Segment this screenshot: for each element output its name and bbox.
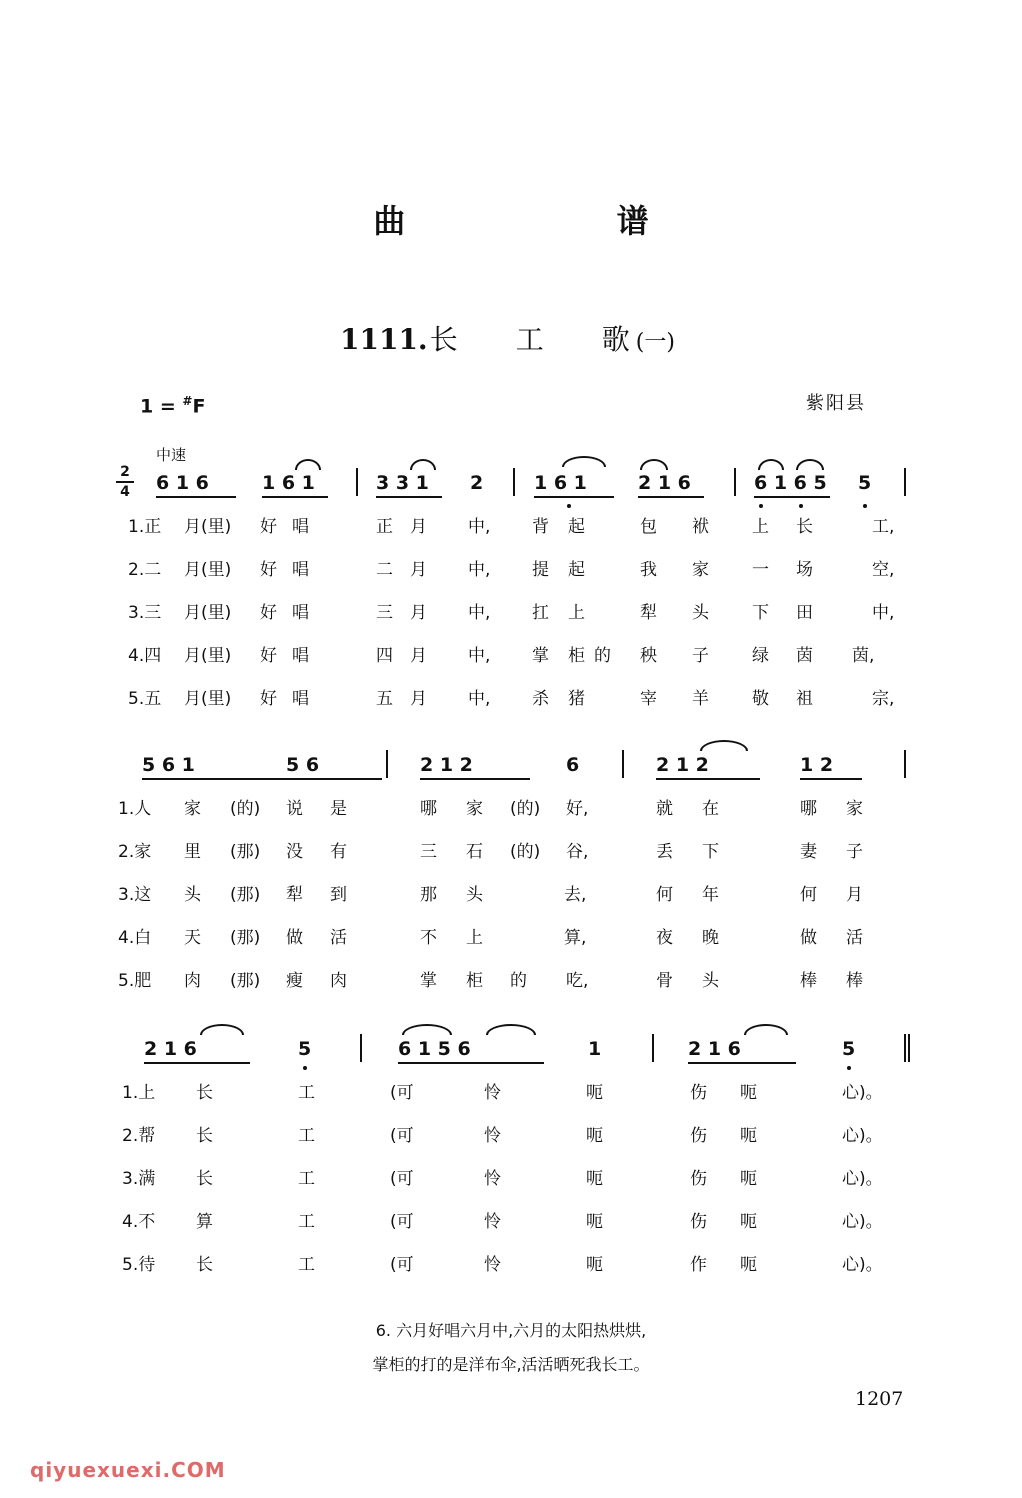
barline	[904, 468, 906, 496]
lyric-syllable: 呃	[740, 1255, 757, 1275]
page-number: 1207	[855, 1388, 904, 1410]
lyric-syllable: 2.家	[118, 842, 152, 862]
lyric-syllable: 背	[532, 517, 549, 537]
lyric-syllable: 石	[466, 842, 483, 862]
beam	[534, 496, 614, 498]
note-group: 2 1 6	[688, 1038, 741, 1060]
lyric-syllable: 到	[330, 885, 347, 905]
lyric-syllable: 包	[640, 517, 657, 537]
lyric-syllable: 3.这	[118, 885, 152, 905]
lyric-syllable: 袱	[692, 517, 709, 537]
low-octave-dot	[799, 504, 803, 508]
note-group: 2 1 6	[638, 472, 691, 494]
lyric-syllable: 好	[260, 560, 277, 580]
lyric-syllable: 好	[260, 517, 277, 537]
page-heading: 曲 谱	[373, 202, 749, 240]
lyric-syllable: 中,	[468, 560, 491, 580]
beam	[262, 496, 328, 498]
lyric-syllable: 掌	[532, 646, 549, 666]
lyric-syllable: (那)	[230, 885, 261, 905]
lyric-syllable: 呃	[740, 1083, 757, 1103]
lyric-syllable: 伤	[690, 1083, 707, 1103]
lyric-syllable: 中,	[872, 603, 895, 623]
slur	[700, 740, 748, 751]
lyric-syllable: (那)	[230, 971, 261, 991]
note-group: 5	[858, 472, 872, 494]
lyric-syllable: 算,	[564, 928, 587, 948]
lyric-syllable: 月	[410, 560, 427, 580]
lyric-syllable: 里	[184, 842, 201, 862]
lyric-syllable: 4.不	[122, 1212, 156, 1232]
lyric-syllable: 哪	[420, 799, 437, 819]
lyric-syllable: 去,	[564, 885, 587, 905]
lyric-syllable: 祖	[796, 689, 813, 709]
note-group: 5	[298, 1038, 312, 1060]
lyric-syllable: 子	[692, 646, 709, 666]
lyric-syllable: 下	[702, 842, 719, 862]
lyric-syllable: 中,	[468, 517, 491, 537]
lyric-syllable: 提	[532, 560, 549, 580]
lyric-syllable: 2.帮	[122, 1126, 156, 1146]
lyric-syllable: (的)	[510, 842, 541, 862]
slur	[295, 459, 321, 470]
lyric-syllable: 月	[846, 885, 863, 905]
lyric-syllable: 1.上	[122, 1083, 156, 1103]
lyric-syllable: 柜	[568, 646, 585, 666]
lyric-syllable: 月(里)	[184, 560, 232, 580]
lyric-syllable: 上	[752, 517, 769, 537]
lyric-syllable: 就	[656, 799, 673, 819]
lyric-syllable: 工,	[872, 517, 895, 537]
lyric-syllable: 中,	[468, 646, 491, 666]
barline	[734, 468, 736, 496]
lyric-syllable: 唱	[292, 689, 309, 709]
note-group: 6 1 6	[156, 472, 209, 494]
song-title	[340, 318, 675, 358]
lyric-syllable: 工	[298, 1169, 315, 1189]
tempo-label: 中速	[156, 446, 187, 464]
lyric-syllable: (可	[390, 1255, 414, 1275]
lyric-syllable: 下	[752, 603, 769, 623]
beam	[638, 496, 704, 498]
lyric-syllable: 怜	[484, 1169, 501, 1189]
lyric-syllable: 骨	[656, 971, 673, 991]
lyric-syllable: 月	[410, 517, 427, 537]
slur	[410, 459, 436, 470]
lyric-syllable: 晚	[702, 928, 719, 948]
lyric-syllable: 茵	[796, 646, 813, 666]
verse-6-line-2: 掌柜的打的是洋布伞,活活晒死我长工。	[372, 1355, 650, 1374]
lyric-syllable: 唱	[292, 603, 309, 623]
lyric-syllable: 茵,	[852, 646, 875, 666]
lyric-syllable: 三	[376, 603, 393, 623]
time-sig-bar	[116, 481, 134, 483]
lyric-syllable: 月	[410, 646, 427, 666]
note-group: 2 1 2	[656, 754, 709, 776]
lyric-syllable: (那)	[230, 928, 261, 948]
lyric-syllable: 子	[846, 842, 863, 862]
slur	[486, 1024, 536, 1035]
lyric-syllable: 好	[260, 646, 277, 666]
lyric-syllable: 没	[286, 842, 303, 862]
lyric-syllable: 1.正	[128, 517, 162, 537]
lyric-syllable: 心)。	[842, 1255, 883, 1275]
lyric-syllable: 心)。	[842, 1126, 883, 1146]
note-group: 2 1 2	[420, 754, 473, 776]
lyric-syllable: 好	[260, 689, 277, 709]
slur	[744, 1024, 788, 1035]
lyric-syllable: 月(里)	[184, 646, 232, 666]
lyric-syllable: (那)	[230, 842, 261, 862]
lyric-syllable: 活	[846, 928, 863, 948]
lyric-syllable: 头	[692, 603, 709, 623]
watermark: qiyuexuexi.COM	[30, 1458, 226, 1482]
lyric-syllable: 月(里)	[184, 517, 232, 537]
lyric-syllable: 5.肥	[118, 971, 152, 991]
slur	[796, 459, 824, 470]
key-label: 1 =	[140, 395, 176, 418]
note-group: 1 2	[800, 754, 834, 776]
lyric-syllable: 丢	[656, 842, 673, 862]
note-group: 1	[588, 1038, 602, 1060]
lyric-syllable: 的	[594, 646, 611, 666]
lyric-syllable: 柜	[466, 971, 483, 991]
lyric-syllable: 呃	[740, 1212, 757, 1232]
lyric-syllable: 作	[690, 1255, 707, 1275]
lyric-syllable: 呃	[586, 1212, 603, 1232]
note-group: 5 6 1	[142, 754, 195, 776]
lyric-syllable: 吃,	[566, 971, 589, 991]
lyric-syllable: 何	[800, 885, 817, 905]
lyric-syllable: 杀	[532, 689, 549, 709]
lyric-syllable: 四	[376, 646, 393, 666]
song-title-char-2: 工	[515, 323, 544, 356]
lyric-syllable: 妻	[800, 842, 817, 862]
lyric-syllable: (可	[390, 1212, 414, 1232]
lyric-syllable: (可	[390, 1126, 414, 1146]
lyric-syllable: 二	[376, 560, 393, 580]
lyric-syllable: (的)	[510, 799, 541, 819]
lyric-syllable: 心)。	[842, 1212, 883, 1232]
verse-6-line-1: 6. 六月好唱六月中,六月的太阳热烘烘,	[375, 1321, 647, 1340]
region-label: 紫阳县	[806, 393, 866, 414]
lyric-syllable: 呃	[586, 1126, 603, 1146]
lyric-syllable: 心)。	[842, 1083, 883, 1103]
lyric-syllable: 正	[376, 517, 393, 537]
lyric-syllable: 长	[196, 1126, 213, 1146]
low-octave-dot	[303, 1066, 307, 1070]
lyric-syllable: 棒	[846, 971, 863, 991]
slur	[200, 1024, 244, 1035]
barline	[908, 1034, 910, 1062]
key-signature	[140, 394, 205, 417]
lyric-syllable: 场	[796, 560, 813, 580]
lyric-syllable: 伤	[690, 1212, 707, 1232]
lyric-syllable: 三	[420, 842, 437, 862]
lyric-syllable: 算	[196, 1212, 213, 1232]
lyric-syllable: 长	[196, 1255, 213, 1275]
beam	[656, 778, 760, 780]
barline	[904, 1034, 906, 1062]
lyric-syllable: 掌	[420, 971, 437, 991]
lyric-syllable: 怜	[484, 1255, 501, 1275]
lyric-syllable: 心)。	[842, 1169, 883, 1189]
lyric-syllable: 呃	[586, 1083, 603, 1103]
barline	[513, 468, 515, 496]
lyric-syllable: 猪	[568, 689, 585, 709]
lyric-syllable: 5.待	[122, 1255, 156, 1275]
lyric-syllable: 家	[692, 560, 709, 580]
lyric-syllable: 唱	[292, 646, 309, 666]
beam	[754, 496, 830, 498]
lyric-syllable: 在	[702, 799, 719, 819]
beam	[398, 1062, 544, 1064]
lyric-syllable: 田	[796, 603, 813, 623]
lyric-syllable: 4.白	[118, 928, 152, 948]
lyric-syllable: 肉	[184, 971, 201, 991]
lyric-syllable: 唱	[292, 517, 309, 537]
lyric-syllable: 怜	[484, 1212, 501, 1232]
beam	[420, 778, 530, 780]
lyric-syllable: 何	[656, 885, 673, 905]
lyric-syllable: 上	[466, 928, 483, 948]
lyric-syllable: 起	[568, 517, 585, 537]
lyric-syllable: 长	[196, 1083, 213, 1103]
lyric-syllable: 头	[184, 885, 201, 905]
lyric-syllable: 那	[420, 885, 437, 905]
lyric-syllable: 肉	[330, 971, 347, 991]
note-group: 6 1 5 6	[398, 1038, 471, 1060]
lyric-syllable: 中,	[468, 689, 491, 709]
note-group: 2	[470, 472, 484, 494]
time-signature	[116, 464, 134, 500]
lyric-syllable: 做	[800, 928, 817, 948]
lyric-syllable: 说	[286, 799, 303, 819]
lyric-syllable: 工	[298, 1255, 315, 1275]
note-group: 1 6 1	[534, 472, 587, 494]
lyric-syllable: 犁	[640, 603, 657, 623]
lyric-syllable: (可	[390, 1083, 414, 1103]
song-title-char-1: 长	[429, 323, 458, 356]
barline	[652, 1034, 654, 1062]
lyric-syllable: 4.四	[128, 646, 162, 666]
beam	[156, 496, 236, 498]
lyric-syllable: 呃	[586, 1169, 603, 1189]
lyric-syllable: 长	[196, 1169, 213, 1189]
lyric-syllable: 长	[796, 517, 813, 537]
barline	[360, 1034, 362, 1062]
note-group: 5	[842, 1038, 856, 1060]
beam	[688, 1062, 796, 1064]
lyric-syllable: 宗,	[872, 689, 895, 709]
lyric-syllable: 谷,	[566, 842, 589, 862]
lyric-syllable: (可	[390, 1169, 414, 1189]
lyric-syllable: 家	[184, 799, 201, 819]
lyric-syllable: 月	[410, 689, 427, 709]
key-sharp: #	[182, 394, 193, 408]
lyric-syllable: 犁	[286, 885, 303, 905]
lyric-syllable: 月	[410, 603, 427, 623]
lyric-syllable: 秧	[640, 646, 657, 666]
note-group: 3 3 1	[376, 472, 429, 494]
lyric-syllable: 好	[260, 603, 277, 623]
lyric-syllable: 伤	[690, 1169, 707, 1189]
low-octave-dot	[847, 1066, 851, 1070]
lyric-syllable: 家	[466, 799, 483, 819]
slur	[402, 1024, 452, 1035]
barline	[622, 750, 624, 778]
lyric-syllable: 呃	[740, 1126, 757, 1146]
lyric-syllable: 工	[298, 1083, 315, 1103]
lyric-syllable: 5.五	[128, 689, 162, 709]
low-octave-dot	[567, 504, 571, 508]
lyric-syllable: 年	[702, 885, 719, 905]
lyric-syllable: (的)	[230, 799, 261, 819]
lyric-syllable: 一	[752, 560, 769, 580]
lyric-syllable: 做	[286, 928, 303, 948]
beam	[800, 778, 862, 780]
lyric-syllable: 哪	[800, 799, 817, 819]
beam	[142, 778, 382, 780]
lyric-syllable: 怜	[484, 1083, 501, 1103]
lyric-syllable: 的	[510, 971, 527, 991]
note-group: 1 6 1	[262, 472, 315, 494]
lyric-syllable: 不	[420, 928, 437, 948]
lyric-syllable: 1.人	[118, 799, 152, 819]
lyric-syllable: 3.三	[128, 603, 162, 623]
barline	[356, 468, 358, 496]
beam	[144, 1062, 250, 1064]
lyric-syllable: 月(里)	[184, 603, 232, 623]
key-note: F	[192, 395, 206, 418]
lyric-syllable: 有	[330, 842, 347, 862]
lyric-syllable: 活	[330, 928, 347, 948]
beam	[286, 778, 342, 780]
lyric-syllable: 唱	[292, 560, 309, 580]
lyric-syllable: 我	[640, 560, 657, 580]
lyric-syllable: 呃	[586, 1255, 603, 1275]
lyric-syllable: 家	[846, 799, 863, 819]
low-octave-dot	[759, 504, 763, 508]
song-number: 1111.	[340, 323, 428, 356]
lyric-syllable: 敬	[752, 689, 769, 709]
barline	[386, 750, 388, 778]
note-group: 2 1 6	[144, 1038, 197, 1060]
song-title-char-3: 歌	[601, 323, 630, 356]
barline	[904, 750, 906, 778]
lyric-syllable: 扛	[532, 603, 549, 623]
lyric-syllable: 伤	[690, 1126, 707, 1146]
lyric-syllable: 天	[184, 928, 201, 948]
lyric-syllable: 绿	[752, 646, 769, 666]
slur	[640, 459, 668, 470]
lyric-syllable: 羊	[692, 689, 709, 709]
slur	[758, 459, 784, 470]
lyric-syllable: 棒	[800, 971, 817, 991]
lyric-syllable: 五	[376, 689, 393, 709]
time-sig-top: 2	[120, 464, 130, 480]
slur	[562, 456, 606, 467]
lyric-syllable: 怜	[484, 1126, 501, 1146]
lyric-syllable: 起	[568, 560, 585, 580]
note-group: 5 6	[286, 754, 320, 776]
lyric-syllable: 好,	[566, 799, 589, 819]
lyric-syllable: 是	[330, 799, 347, 819]
lyric-syllable: 宰	[640, 689, 657, 709]
note-group: 6 1 6 5	[754, 472, 827, 494]
lyric-syllable: 头	[466, 885, 483, 905]
lyric-syllable: 工	[298, 1212, 315, 1232]
lyric-syllable: 夜	[656, 928, 673, 948]
lyric-syllable: 头	[702, 971, 719, 991]
lyric-syllable: 上	[568, 603, 585, 623]
lyric-syllable: 呃	[740, 1169, 757, 1189]
lyric-syllable: 2.二	[128, 560, 162, 580]
beam	[376, 496, 442, 498]
song-subtitle: (一)	[635, 330, 675, 355]
lyric-syllable: 瘦	[286, 971, 303, 991]
time-sig-bottom: 4	[120, 484, 130, 500]
lyric-syllable: 空,	[872, 560, 895, 580]
note-group: 6	[566, 754, 580, 776]
low-octave-dot	[863, 504, 867, 508]
lyric-syllable: 工	[298, 1126, 315, 1146]
lyric-syllable: 中,	[468, 603, 491, 623]
lyric-syllable: 3.满	[122, 1169, 156, 1189]
lyric-syllable: 月(里)	[184, 689, 232, 709]
